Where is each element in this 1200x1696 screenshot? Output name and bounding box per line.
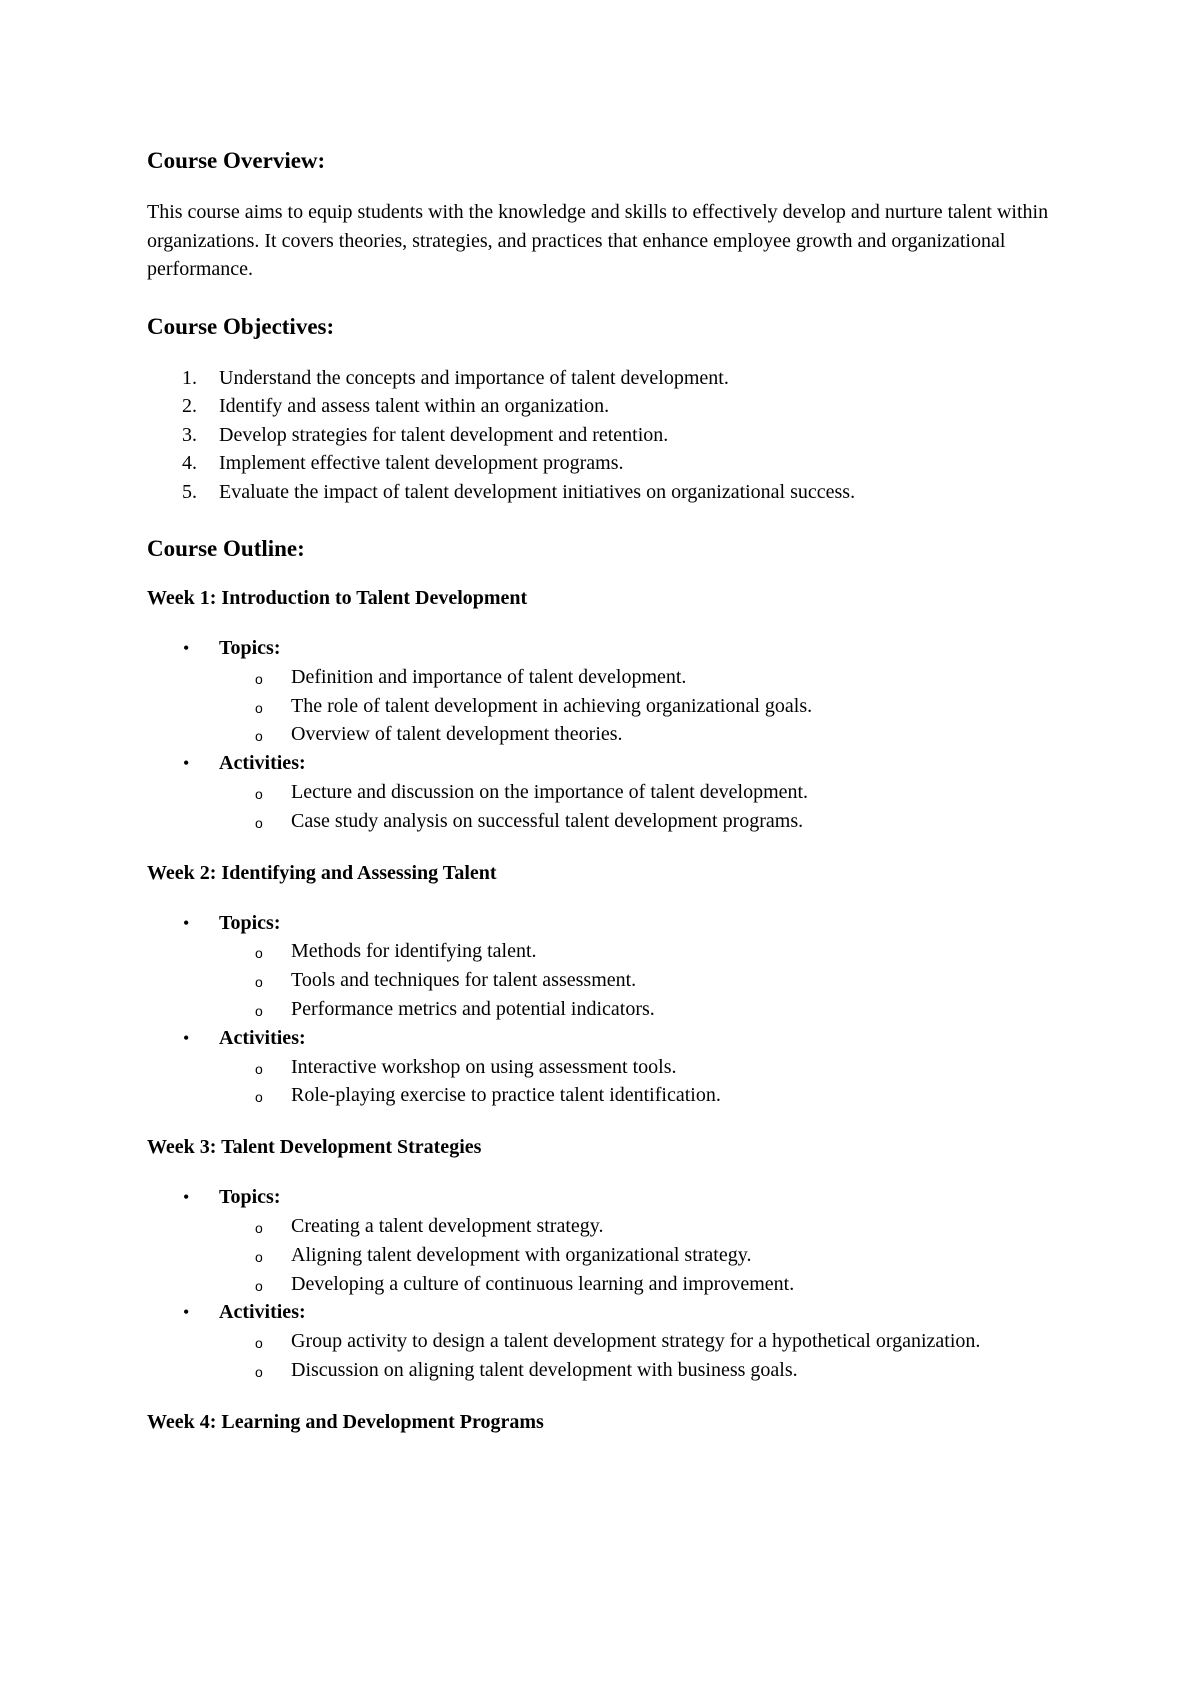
bullet-icon: •: [183, 1027, 190, 1048]
list-item: o Methods for identifying talent.: [219, 937, 1067, 966]
week-2-list: [147, 909, 1067, 1111]
bullet-icon: •: [183, 912, 190, 933]
objective-item: 5. Evaluate the impact of talent development initiatives on organizational success.: [182, 480, 856, 503]
circle-bullet-icon: o: [255, 814, 263, 831]
week-1-list: [147, 634, 1067, 836]
list-item: o Group activity to design a talent development strategy for a hypothetical organization.: [219, 1327, 1067, 1356]
week-3-title: Week 3: Talent Development Strategies: [147, 1136, 482, 1159]
circle-bullet-icon: o: [255, 1277, 263, 1294]
circle-bullet-icon: o: [255, 1363, 263, 1380]
course-objectives-heading: Course Objectives:: [147, 313, 335, 339]
list-item: o Developing a culture of continuous learning and improvement.: [219, 1270, 1067, 1299]
list-item: o Role-playing exercise to practice talent identification.: [219, 1081, 1067, 1110]
document-content: [147, 146, 1067, 1436]
activities-list: [219, 778, 1067, 836]
list-item: o Overview of talent development theories.: [219, 720, 1067, 749]
topics-item: • Topics: o Creating a talent development strategy. o Aligning talent development with organizational strategy. o Developing a culture of continuous learning and improvement.: [147, 1183, 1067, 1298]
list-item: o Performance metrics and potential indicators.: [219, 995, 1067, 1024]
circle-bullet-icon: o: [255, 1089, 263, 1106]
bullet-icon: •: [183, 1302, 190, 1323]
topics-item: • Topics: o Definition and importance of talent development. o The role of talent development in achieving organizational goals. o Overview of talent development theories.: [147, 634, 1067, 749]
activities-item: • Activities: o Group activity to design a talent development strategy for a hypothetical organization. o Discussion on aligning talent development with business goals.: [147, 1298, 1067, 1384]
circle-bullet-icon: o: [255, 1002, 263, 1019]
circle-bullet-icon: o: [255, 974, 263, 991]
activities-list: [219, 1327, 1067, 1385]
week-1-title: Week 1: Introduction to Talent Development: [147, 587, 528, 609]
objective-item: 2. Identify and assess talent within an organization.: [182, 395, 610, 417]
circle-bullet-icon: o: [255, 1060, 263, 1077]
week-3-list: [147, 1183, 1067, 1385]
activities-item: • Activities: o Interactive workshop on using assessment tools. o Role-playing exercise to practice talent identification.: [147, 1024, 1067, 1110]
objective-item: 1. Understand the concepts and importance of talent development.: [182, 366, 729, 389]
objectives-list: [147, 364, 1067, 507]
circle-bullet-icon: o: [255, 699, 263, 716]
list-item: o Case study analysis on successful talent development programs.: [219, 807, 1067, 836]
objective-item: 3. Develop strategies for talent development and retention.: [182, 423, 669, 446]
topics-list: [219, 663, 1067, 749]
course-overview-text: This course aims to equip students with the knowledge and skills to effectively develop and nurture talent within organizations. It covers theories, strategies, and practices that enhance employee growth and organizational performance.: [147, 201, 1049, 280]
bullet-icon: •: [183, 1187, 190, 1208]
circle-bullet-icon: o: [255, 670, 263, 687]
circle-bullet-icon: o: [255, 785, 263, 802]
list-item: o Lecture and discussion on the importance of talent development.: [219, 778, 1067, 807]
week-4-title: Week 4: Learning and Development Programs: [147, 1410, 544, 1433]
list-item: o Definition and importance of talent development.: [219, 663, 1067, 692]
list-item: o Tools and techniques for talent assessment.: [219, 966, 1067, 995]
topics-list: [219, 937, 1067, 1023]
activities-list: [219, 1053, 1067, 1111]
circle-bullet-icon: o: [255, 1219, 263, 1236]
list-item: o Interactive workshop on using assessment tools.: [219, 1053, 1067, 1082]
circle-bullet-icon: o: [255, 728, 263, 745]
list-item: o The role of talent development in achieving organizational goals.: [219, 692, 1067, 721]
week-2-title: Week 2: Identifying and Assessing Talent: [147, 861, 497, 884]
activities-item: • Activities: o Lecture and discussion on the importance of talent development. o Case study analysis on successful talent development programs.: [147, 749, 1067, 835]
course-overview-heading: Course Overview:: [147, 148, 326, 173]
circle-bullet-icon: o: [255, 1248, 263, 1265]
circle-bullet-icon: o: [255, 1335, 263, 1352]
topics-item: • Topics: o Methods for identifying talent. o Tools and techniques for talent assessment. o Performance metrics and potential indicators.: [147, 909, 1067, 1024]
circle-bullet-icon: o: [255, 945, 263, 962]
bullet-icon: •: [183, 638, 190, 658]
topics-list: [219, 1212, 1067, 1298]
course-outline-heading: Course Outline:: [147, 536, 305, 561]
list-item: o Creating a talent development strategy.: [219, 1212, 1067, 1241]
list-item: o Aligning talent development with organizational strategy.: [219, 1241, 1067, 1270]
objective-item: 4. Implement effective talent development programs.: [182, 452, 624, 474]
bullet-icon: •: [183, 753, 190, 774]
list-item: o Discussion on aligning talent development with business goals.: [219, 1356, 1067, 1385]
